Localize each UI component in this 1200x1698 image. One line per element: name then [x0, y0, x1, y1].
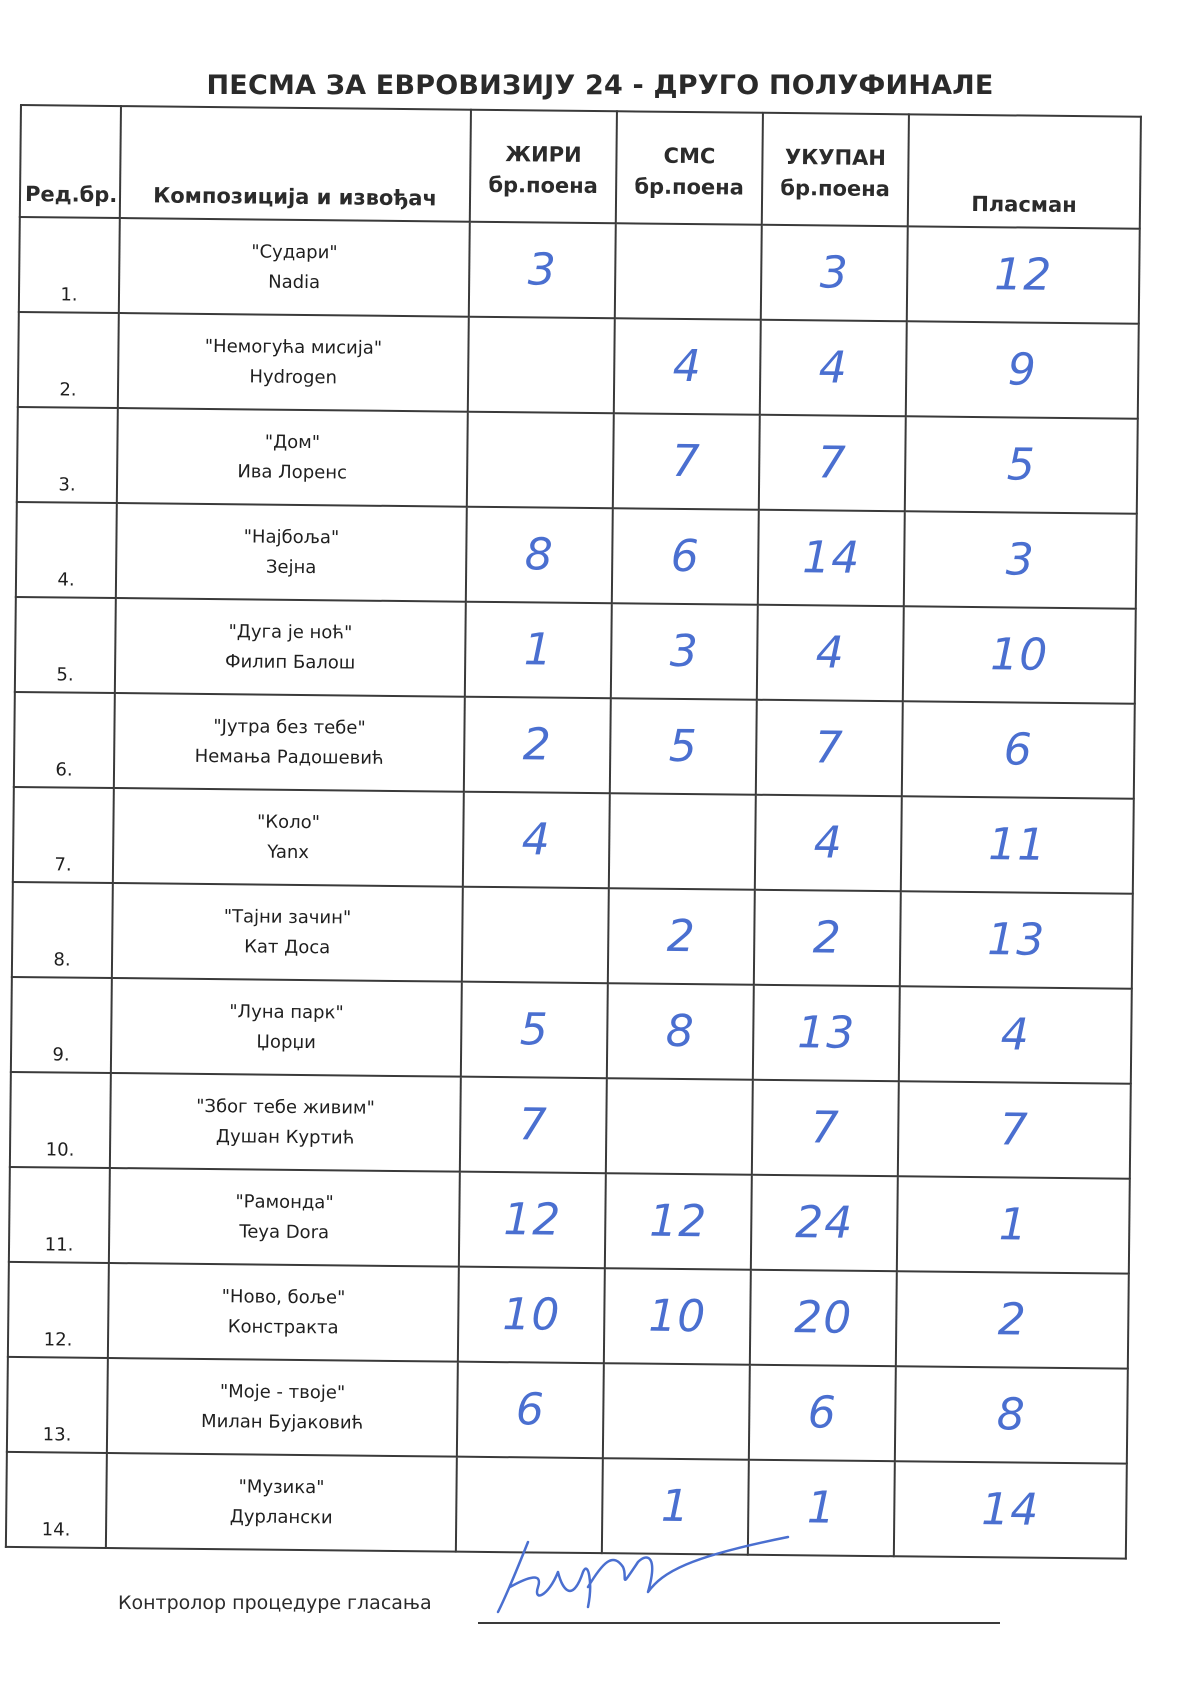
- sms-points: [603, 1363, 750, 1460]
- placement: 10: [903, 606, 1136, 703]
- placement: 3: [904, 511, 1137, 608]
- jury-points: 5: [461, 982, 608, 1079]
- jury-points: 4: [463, 792, 610, 889]
- table-row: [10, 1072, 1131, 1179]
- placement: 11: [901, 796, 1134, 893]
- song-title: "Најбоља": [243, 525, 340, 548]
- table-row: [11, 977, 1132, 1084]
- total-points: 1: [748, 1460, 895, 1557]
- table-row: [9, 1167, 1130, 1274]
- row-number: 3.: [17, 407, 118, 503]
- jury-points: 3: [469, 222, 616, 319]
- song-cell: [116, 503, 467, 602]
- placement: 14: [894, 1461, 1127, 1558]
- sms-points: 1: [602, 1458, 749, 1555]
- jury-points: 8: [466, 507, 613, 604]
- placement: 8: [895, 1366, 1128, 1463]
- signature-image: [488, 1532, 808, 1622]
- song-cell: [110, 1073, 461, 1172]
- header-sms-title: СМС: [663, 143, 716, 169]
- song-title: "Музика": [238, 1475, 325, 1498]
- jury-points: [468, 317, 615, 414]
- placement: 5: [905, 416, 1138, 513]
- table-row: [13, 787, 1134, 894]
- song-cell: [119, 218, 470, 317]
- total-points: 2: [754, 890, 901, 987]
- total-points: 4: [757, 605, 904, 702]
- sms-points: 4: [614, 318, 761, 415]
- song-artist: Nadia: [268, 271, 321, 293]
- song-title: "Луна парк": [229, 1000, 344, 1023]
- table-row: [18, 312, 1139, 419]
- results-table: [5, 104, 1142, 1560]
- song-cell: [118, 313, 469, 412]
- song-title: "Тајни зачин": [223, 905, 352, 929]
- header-sms-sub: бр.поена: [634, 174, 745, 200]
- row-number: 4.: [16, 502, 117, 598]
- table-row: [7, 1357, 1128, 1464]
- placement: 12: [907, 226, 1140, 323]
- jury-points: 2: [464, 697, 611, 794]
- jury-points: 12: [459, 1172, 606, 1269]
- row-number: 7.: [13, 787, 114, 883]
- table-row: [17, 407, 1138, 514]
- song-title: "Рамонда": [235, 1190, 334, 1213]
- table-row: [15, 597, 1136, 704]
- sms-points: 12: [605, 1173, 752, 1270]
- row-number: 11.: [9, 1167, 110, 1263]
- total-points: 4: [760, 320, 907, 417]
- song-artist: Душан Куртић: [215, 1125, 355, 1149]
- row-number: 6.: [14, 692, 115, 788]
- song-artist: Филип Балош: [224, 650, 356, 674]
- total-points: 3: [761, 225, 908, 322]
- controller-label: Контролор процедуре гласања: [118, 1592, 432, 1614]
- header-jury-sub: бр.поена: [488, 172, 599, 199]
- header-sms: [616, 111, 763, 225]
- header-num: Ред.бр.: [20, 105, 121, 218]
- song-title: "Због тебе живим": [196, 1095, 375, 1119]
- song-title: "Дом": [264, 431, 321, 453]
- placement: 2: [896, 1271, 1129, 1368]
- song-artist: Зејна: [265, 556, 317, 578]
- song-title: "Моје - твоје": [219, 1380, 346, 1403]
- row-number: 2.: [18, 312, 119, 408]
- jury-points: 1: [465, 602, 612, 699]
- song-title: "Коло": [256, 811, 321, 833]
- total-points: 24: [751, 1175, 898, 1272]
- placement: 9: [906, 321, 1139, 418]
- total-points: 7: [756, 700, 903, 797]
- row-number: 13.: [7, 1357, 108, 1453]
- table-header-row: [20, 105, 1141, 229]
- sms-points: 3: [611, 603, 758, 700]
- placement: 1: [897, 1176, 1130, 1273]
- song-artist: Кат Доса: [244, 935, 331, 958]
- header-jury-title: ЖИРИ: [505, 142, 582, 167]
- row-number: 8.: [12, 882, 113, 978]
- sms-points: 10: [604, 1268, 751, 1365]
- sms-points: [615, 223, 762, 320]
- song-artist: Hydrogen: [249, 365, 338, 388]
- song-artist: Немања Радошевић: [194, 745, 384, 769]
- song-artist: Ива Лоренс: [237, 460, 348, 483]
- song-artist: Yanx: [267, 841, 310, 863]
- song-cell: [112, 883, 463, 982]
- placement: 4: [899, 986, 1132, 1083]
- placement: 6: [902, 701, 1135, 798]
- header-song: Композиција и извођач: [120, 106, 471, 222]
- jury-points: [467, 412, 614, 509]
- song-cell: [108, 1263, 459, 1362]
- placement: 13: [900, 891, 1133, 988]
- total-points: 14: [758, 510, 905, 607]
- total-points: 4: [755, 795, 902, 892]
- header-jury: [470, 110, 617, 224]
- sms-points: 5: [610, 698, 757, 795]
- table-row: [14, 692, 1135, 799]
- sms-points: 7: [613, 413, 760, 510]
- song-cell: [113, 788, 464, 887]
- header-total-sub: бр.поена: [780, 175, 891, 202]
- jury-points: [462, 887, 609, 984]
- sms-points: 2: [608, 888, 755, 985]
- table-row: [19, 217, 1140, 324]
- sms-points: 8: [607, 983, 754, 1080]
- song-title: "Немогућа мисија": [204, 335, 383, 359]
- song-cell: [117, 408, 468, 507]
- table-row: [12, 882, 1133, 989]
- song-cell: [107, 1358, 458, 1457]
- row-number: 10.: [10, 1072, 111, 1168]
- total-points: 6: [749, 1365, 896, 1462]
- header-total-title: УКУПАН: [784, 145, 887, 171]
- row-number: 14.: [6, 1452, 107, 1548]
- sms-points: [609, 793, 756, 890]
- row-number: 9.: [11, 977, 112, 1073]
- table-row: [8, 1262, 1129, 1369]
- song-cell: [106, 1453, 457, 1552]
- song-artist: Џорџи: [256, 1031, 317, 1053]
- total-points: 20: [750, 1270, 897, 1367]
- song-title: "Јутра без тебе": [213, 715, 366, 739]
- song-artist: Дурлански: [229, 1505, 333, 1528]
- jury-points: 10: [458, 1267, 605, 1364]
- song-artist: Констракта: [227, 1315, 339, 1338]
- row-number: 1.: [19, 217, 120, 313]
- row-number: 5.: [15, 597, 116, 693]
- sms-points: 6: [612, 508, 759, 605]
- signature-line: [478, 1622, 1000, 1624]
- song-title: "Ново, боље": [221, 1285, 346, 1308]
- total-points: 13: [753, 985, 900, 1082]
- song-title: "Дуга је ноћ": [228, 620, 353, 644]
- total-points: 7: [759, 415, 906, 512]
- placement: 7: [898, 1081, 1131, 1178]
- song-artist: Милан Бујаковић: [200, 1410, 364, 1434]
- table-row: [16, 502, 1137, 609]
- document-title: ПЕСМА ЗА ЕВРОВИЗИЈУ 24 - ДРУГО ПОЛУФИНАЛЕ: [206, 70, 994, 101]
- song-cell: [109, 1168, 460, 1267]
- jury-points: 6: [457, 1362, 604, 1459]
- header-total: [762, 113, 909, 227]
- row-number: 12.: [8, 1262, 109, 1358]
- song-title: "Судари": [251, 240, 338, 263]
- song-cell: [115, 598, 466, 697]
- song-cell: [114, 693, 465, 792]
- header-place: Пласман: [908, 114, 1141, 228]
- song-cell: [111, 978, 462, 1077]
- song-artist: Teya Dora: [239, 1220, 330, 1243]
- jury-points: 7: [460, 1077, 607, 1174]
- sms-points: [606, 1078, 753, 1175]
- total-points: 7: [752, 1080, 899, 1177]
